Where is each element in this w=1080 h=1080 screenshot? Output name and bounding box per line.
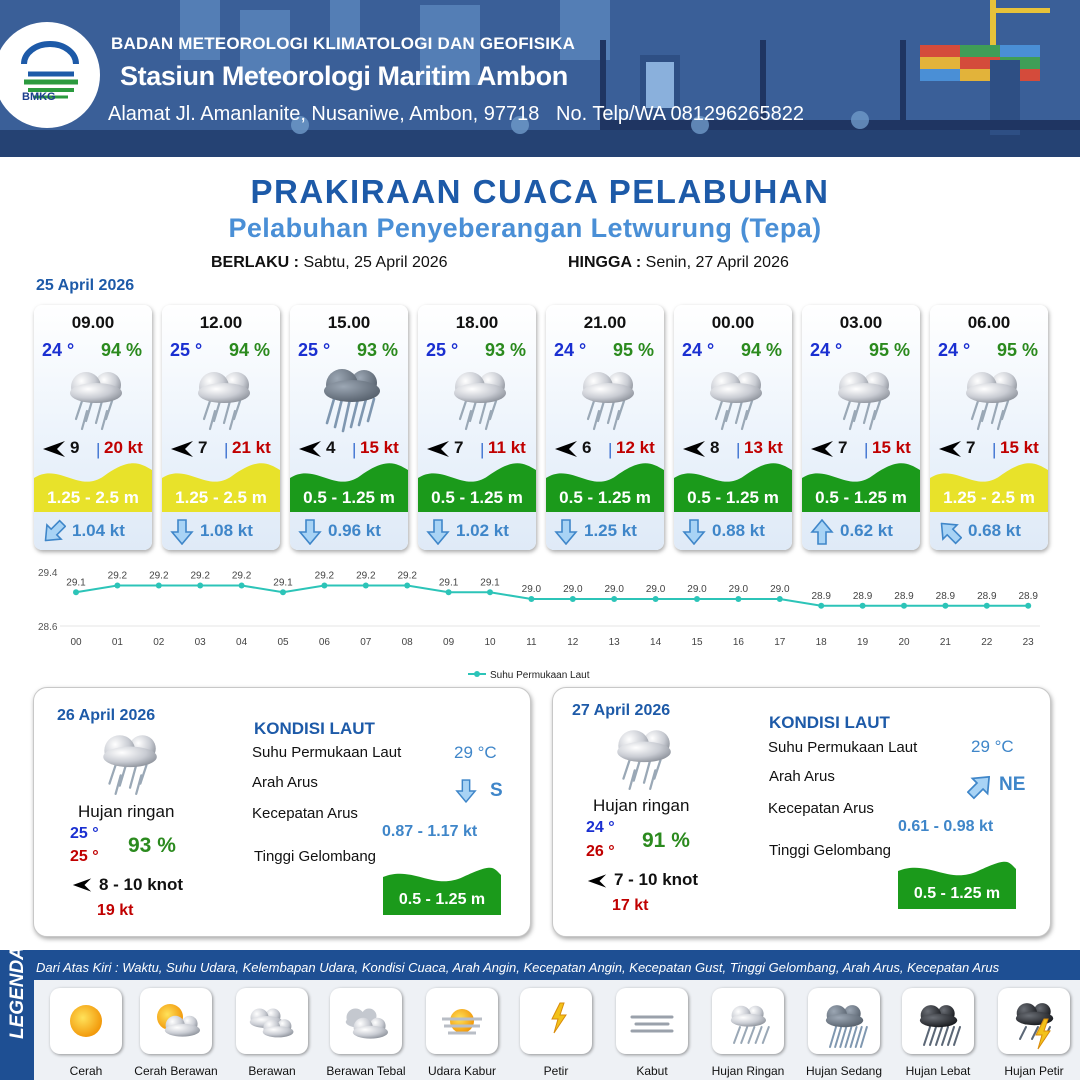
- current-speed: 0.96 kt: [328, 521, 381, 540]
- current-direction-icon: [938, 519, 962, 545]
- sst-label: Suhu Permukaan Laut: [252, 744, 402, 761]
- wind-direction-icon: [170, 440, 194, 458]
- daily-temp-max: 26 °: [586, 843, 615, 860]
- x-tick-label: 09: [443, 637, 455, 648]
- air-temperature: 25 °: [170, 340, 203, 360]
- x-tick-label: 21: [939, 637, 951, 648]
- data-label: 29.0: [521, 584, 542, 595]
- data-point: [777, 596, 783, 602]
- current-direction-value: NE: [999, 774, 1026, 795]
- humidity: 94 %: [228, 340, 270, 360]
- data-point: [1025, 603, 1031, 609]
- x-tick-label: 01: [111, 637, 123, 648]
- current-direction-icon: [170, 519, 194, 545]
- daily-date: 27 April 2026: [572, 702, 671, 719]
- x-tick-label: 11: [526, 637, 537, 648]
- forecast-time: 00.00: [711, 313, 755, 332]
- current-speed: 0.88 kt: [712, 521, 765, 540]
- legend-title: LEGENDA: [7, 946, 28, 1039]
- wind-speed: 4: [326, 438, 336, 457]
- wave-height: 0.5 - 1.25 m: [431, 488, 523, 507]
- gust-speed: 15 kt: [872, 438, 911, 457]
- day1-date: 25 April 2026: [36, 277, 135, 294]
- wind-speed: 6: [582, 438, 592, 457]
- humidity: 94 %: [740, 340, 782, 360]
- data-point: [156, 583, 162, 589]
- forecast-card: [418, 305, 536, 550]
- humidity: 95 %: [996, 340, 1038, 360]
- valid-to: [568, 254, 789, 272]
- legend-item: [236, 988, 308, 1054]
- wave-height: 1.25 - 2.5 m: [47, 488, 139, 507]
- forecast-time: 06.00: [967, 313, 1011, 332]
- data-point: [280, 589, 286, 595]
- data-point: [239, 583, 245, 589]
- current-speed: 0.62 kt: [840, 521, 893, 540]
- separator: |: [352, 440, 357, 459]
- thunderstorm-icon: [1004, 991, 1064, 1051]
- separator: |: [224, 440, 229, 459]
- separator: |: [736, 440, 741, 459]
- daily-card-1: [33, 687, 531, 937]
- data-label: 29.0: [563, 584, 583, 595]
- separator: |: [864, 440, 869, 459]
- forecast-time: 15.00: [327, 313, 371, 332]
- current-speed: 1.08 kt: [200, 521, 253, 540]
- data-label: 29.2: [107, 570, 128, 582]
- data-label: 29.2: [356, 570, 376, 582]
- wind-speed: 7: [454, 438, 464, 457]
- x-tick-label: 17: [774, 637, 786, 648]
- daily-condition: Hujan ringan: [593, 796, 690, 815]
- gust-speed: 15 kt: [360, 438, 399, 457]
- wave-height-label: Tinggi Gelombang: [769, 842, 892, 859]
- light-rain-icon: [718, 991, 778, 1051]
- x-tick-label: 03: [194, 637, 206, 648]
- current-speed-label: Kecepatan Arus: [768, 800, 874, 817]
- x-tick-label: 05: [277, 637, 289, 648]
- x-tick-label: 13: [608, 637, 620, 648]
- data-point: [942, 603, 948, 609]
- daily-gust: 19 kt: [97, 902, 134, 919]
- x-tick-label: 00: [70, 637, 82, 648]
- data-point: [694, 596, 700, 602]
- current-speed-label: Kecepatan Arus: [252, 805, 358, 822]
- forecast-time: 18.00: [455, 313, 499, 332]
- sunny-icon: [56, 991, 116, 1051]
- daily-humidity: 93 %: [128, 834, 176, 857]
- data-label: 28.9: [811, 590, 831, 602]
- lightning-icon: [526, 991, 586, 1051]
- x-tick-label: 22: [981, 637, 993, 648]
- sst-label: Suhu Permukaan Laut: [768, 739, 918, 756]
- data-point: [570, 596, 576, 602]
- data-label: 28.9: [1018, 590, 1038, 602]
- forecast-time: 09.00: [71, 313, 115, 332]
- bmkg-logo: [0, 22, 100, 128]
- data-label: 29.0: [687, 584, 707, 595]
- data-point: [901, 603, 907, 609]
- wind-direction-icon: [682, 440, 706, 458]
- valid-to-value: Senin, 27 April 2026: [645, 254, 789, 271]
- air-temperature: 24 °: [682, 340, 715, 360]
- daily-temp-max: 25 °: [70, 848, 99, 865]
- daily-humidity: 91 %: [642, 829, 690, 852]
- wave-height-value: 0.5 - 1.25 m: [398, 891, 486, 908]
- light-rain-icon: [448, 365, 510, 433]
- light-rain-icon: [64, 365, 126, 433]
- forecast-time: 03.00: [839, 313, 883, 332]
- daily-card-2: [552, 687, 1051, 937]
- wave-height: 0.5 - 1.25 m: [303, 488, 395, 507]
- heavy-rain-icon: [908, 991, 968, 1051]
- x-tick-label: 12: [567, 637, 579, 648]
- current-direction-icon: [426, 519, 450, 545]
- gust-speed: 11 kt: [488, 438, 526, 457]
- bmkg-emblem-icon: [0, 22, 100, 128]
- legend-item-label: Hujan Lebat: [905, 1064, 971, 1078]
- data-point: [487, 589, 493, 595]
- series-line: [76, 586, 1028, 606]
- current-speed: 0.68 kt: [968, 521, 1021, 540]
- data-label: 29.2: [231, 570, 252, 582]
- light-rain-icon: [94, 728, 164, 798]
- x-tick-label: 16: [732, 637, 744, 648]
- current-direction-icon: [42, 519, 66, 545]
- overcast-icon: [336, 991, 396, 1051]
- data-label: 28.9: [935, 590, 956, 602]
- partly-cloudy-icon: [146, 991, 206, 1051]
- data-label: 29.2: [397, 570, 417, 582]
- light-rain-icon: [608, 723, 678, 793]
- fog-icon: [622, 991, 682, 1051]
- wind-direction-icon: [42, 440, 66, 458]
- current-speed: 1.04 kt: [72, 521, 125, 540]
- current-direction-label: Arah Arus: [252, 774, 318, 791]
- current-direction-label: Arah Arus: [769, 768, 835, 785]
- data-label: 29.1: [438, 577, 459, 589]
- wave-height: 1.25 - 2.5 m: [943, 488, 1035, 507]
- air-temperature: 25 °: [426, 340, 459, 360]
- current-direction-icon: [810, 519, 834, 545]
- current-direction-icon: [967, 772, 993, 800]
- x-tick-label: 15: [691, 637, 703, 648]
- current-speed: 1.25 kt: [584, 521, 637, 540]
- y-tick-label: 28.6: [38, 622, 58, 633]
- x-tick-label: 06: [318, 637, 330, 648]
- legend-item-label: Hujan Sedang: [805, 1064, 883, 1078]
- forecast-card: [674, 305, 792, 550]
- sst-chart: [0, 560, 1080, 685]
- haze-icon: [432, 991, 492, 1051]
- legend-item: [330, 988, 402, 1054]
- gust-speed: 20 kt: [104, 438, 143, 457]
- legend-item: [808, 988, 880, 1054]
- legend-item: [50, 988, 122, 1054]
- data-label: 29.2: [314, 570, 335, 582]
- valid-to-label: HINGGA :: [568, 254, 642, 271]
- air-temperature: 24 °: [42, 340, 75, 360]
- current-direction-icon: [455, 778, 477, 804]
- wind-direction-icon: [810, 440, 834, 458]
- legend-item-label: Udara Kabur: [427, 1064, 497, 1078]
- daily-wind: 7 - 10 knot: [614, 870, 699, 889]
- page-subtitle: Pelabuhan Penyeberangan Letwurung (Tepa): [228, 213, 822, 243]
- station-address: Alamat Jl. Amanlanite, Nusaniwe, Ambon, 97718: [108, 103, 540, 125]
- data-label: 29.0: [770, 584, 790, 595]
- data-label: 29.1: [480, 577, 500, 589]
- agency-name: BADAN METEOROLOGI KLIMATOLOGI DAN GEOFISIKA: [111, 34, 576, 53]
- data-point: [860, 603, 866, 609]
- light-rain-icon: [832, 365, 894, 433]
- station-phone: No. Telp/WA 081296265822: [556, 103, 804, 125]
- data-label: 28.9: [977, 590, 997, 602]
- current-speed-value: 0.61 - 0.98 kt: [898, 818, 994, 835]
- header-banner: [0, 0, 1080, 157]
- wind-direction-icon: [298, 440, 322, 458]
- x-tick-label: 20: [898, 637, 910, 648]
- daily-gust: 17 kt: [612, 897, 649, 914]
- data-label: 29.2: [149, 570, 169, 582]
- humidity: 93 %: [484, 340, 526, 360]
- x-tick-label: 07: [360, 637, 372, 648]
- current-direction-icon: [298, 519, 322, 545]
- legend-item: [616, 988, 688, 1054]
- legend-label: Suhu Permukaan Laut: [490, 670, 590, 681]
- wind-speed: 8: [710, 438, 720, 457]
- data-point: [404, 583, 410, 589]
- wind-direction-icon: [72, 877, 92, 893]
- valid-from: [211, 254, 448, 272]
- data-point: [984, 603, 990, 609]
- wave-height: 0.5 - 1.25 m: [687, 488, 779, 507]
- forecast-card: [162, 305, 280, 550]
- legend-item-label: Hujan Petir: [1004, 1064, 1064, 1078]
- x-tick-label: 19: [857, 637, 869, 648]
- light-rain-icon: [576, 365, 638, 433]
- wind-direction-icon: [938, 440, 962, 458]
- legend-item: [140, 988, 212, 1054]
- humidity: 93 %: [356, 340, 398, 360]
- y-tick-label: 29.4: [38, 568, 58, 579]
- wind-speed: 7: [198, 438, 208, 457]
- data-point: [73, 589, 79, 595]
- x-tick-label: 08: [401, 637, 413, 648]
- air-temperature: 24 °: [810, 340, 843, 360]
- data-point: [818, 603, 824, 609]
- data-point: [611, 596, 617, 602]
- sst-value: 29 °C: [971, 737, 1014, 756]
- legend-item: [426, 988, 498, 1054]
- air-temperature: 25 °: [298, 340, 331, 360]
- sea-condition-title: KONDISI LAUT: [769, 713, 890, 732]
- data-label: 29.0: [728, 584, 749, 595]
- legend-panel: [34, 980, 1080, 1080]
- data-point: [363, 583, 369, 589]
- separator: |: [608, 440, 613, 459]
- x-tick-label: 23: [1022, 637, 1034, 648]
- forecast-card: [290, 305, 408, 550]
- gust-speed: 13 kt: [744, 438, 783, 457]
- gust-speed: 21 kt: [232, 438, 271, 457]
- wind-speed: 9: [70, 438, 80, 457]
- x-tick-label: 10: [484, 637, 496, 648]
- data-point: [446, 589, 452, 595]
- wind-direction-icon: [587, 873, 607, 889]
- forecast-card: [546, 305, 664, 550]
- daily-temp-min: 25 °: [70, 825, 99, 842]
- data-label: 29.1: [273, 577, 293, 589]
- light-rain-icon: [192, 365, 254, 433]
- legend-item: [902, 988, 974, 1054]
- x-tick-label: 18: [815, 637, 827, 648]
- current-direction-icon: [682, 519, 706, 545]
- data-point: [528, 596, 534, 602]
- gust-speed: 15 kt: [1000, 438, 1039, 457]
- data-point: [735, 596, 741, 602]
- x-tick-label: 02: [153, 637, 165, 648]
- sea-condition-title: KONDISI LAUT: [254, 719, 375, 738]
- legend-description: Dari Atas Kiri : Waktu, Suhu Udara, Kelembapan Udara, Kondisi Cuaca, Arah Angin, Kecepatan Angin, Kecepatan Gust, Tinggi Gelombang, Arah Arus, Kecepatan Arus: [36, 960, 1000, 975]
- separator: |: [480, 440, 485, 459]
- legend-item: [520, 988, 592, 1054]
- moderate-rain-icon: [814, 991, 874, 1051]
- gust-speed: 12 kt: [616, 438, 655, 457]
- light-rain-icon: [704, 365, 766, 433]
- humidity: 94 %: [100, 340, 142, 360]
- separator: |: [992, 440, 997, 459]
- legend-item-label: Berawan: [248, 1064, 296, 1078]
- legend-item-label: Berawan Tebal: [326, 1064, 406, 1078]
- current-speed-value: 0.87 - 1.17 kt: [382, 823, 478, 840]
- humidity: 95 %: [612, 340, 654, 360]
- data-point: [197, 583, 203, 589]
- data-label: 28.9: [852, 590, 873, 602]
- forecast-card: [34, 305, 152, 550]
- air-temperature: 24 °: [554, 340, 587, 360]
- data-label: 29.1: [66, 577, 86, 589]
- humidity: 95 %: [868, 340, 910, 360]
- legend-item: [998, 988, 1070, 1054]
- logo-text: BMKG: [22, 91, 56, 103]
- valid-from-value: Sabtu, 25 April 2026: [303, 254, 448, 271]
- sst-value: 29 °C: [454, 743, 497, 762]
- current-direction-icon: [554, 519, 578, 545]
- data-label: 29.2: [190, 570, 210, 582]
- current-direction-value: S: [490, 780, 503, 801]
- daily-wind: 8 - 10 knot: [99, 875, 184, 894]
- legend: [0, 946, 1080, 1080]
- wind-direction-icon: [426, 440, 450, 458]
- legend-item-label: Petir: [543, 1064, 569, 1078]
- forecast-time: 12.00: [199, 313, 243, 332]
- wave-height-value: 0.5 - 1.25 m: [913, 885, 1001, 902]
- moderate-rain-icon: [320, 365, 382, 433]
- forecast-card: [930, 305, 1048, 550]
- air-temperature: 24 °: [938, 340, 971, 360]
- station-contact: [108, 103, 804, 126]
- forecast-time: 21.00: [583, 313, 627, 332]
- wind-speed: 7: [966, 438, 976, 457]
- legend-item-label: Kabut: [636, 1064, 668, 1078]
- current-speed: 1.02 kt: [456, 521, 509, 540]
- separator: |: [96, 440, 101, 459]
- daily-date: 26 April 2026: [57, 707, 156, 724]
- data-label: 28.9: [894, 590, 914, 602]
- daily-temp-min: 24 °: [586, 819, 615, 836]
- daily-condition: Hujan ringan: [78, 802, 175, 821]
- data-label: 29.0: [645, 584, 666, 595]
- data-point: [653, 596, 659, 602]
- data-label: 29.0: [604, 584, 624, 595]
- valid-from-label: BERLAKU :: [211, 254, 299, 271]
- legend-item: [712, 988, 784, 1054]
- x-tick-label: 14: [650, 637, 662, 648]
- cloudy-icon: [242, 991, 302, 1051]
- wave-height-label: Tinggi Gelombang: [254, 848, 377, 865]
- legend-item-label: Hujan Ringan: [711, 1064, 785, 1078]
- page-title: PRAKIRAAN CUACA PELABUHAN: [250, 173, 830, 210]
- forecast-card: [802, 305, 920, 550]
- legend-item-label: Cerah Berawan: [134, 1064, 218, 1078]
- x-tick-label: 04: [236, 637, 248, 648]
- light-rain-icon: [960, 365, 1022, 433]
- wind-direction-icon: [554, 440, 578, 458]
- wave-height: 1.25 - 2.5 m: [175, 488, 267, 507]
- station-name: Stasiun Meteorologi Maritim Ambon: [120, 61, 568, 91]
- wave-height: 0.5 - 1.25 m: [559, 488, 651, 507]
- legend-item-label: Cerah: [69, 1064, 103, 1078]
- wave-height: 0.5 - 1.25 m: [815, 488, 907, 507]
- data-point: [114, 583, 120, 589]
- data-point: [321, 583, 327, 589]
- wind-speed: 7: [838, 438, 848, 457]
- legend-marker: [474, 671, 480, 677]
